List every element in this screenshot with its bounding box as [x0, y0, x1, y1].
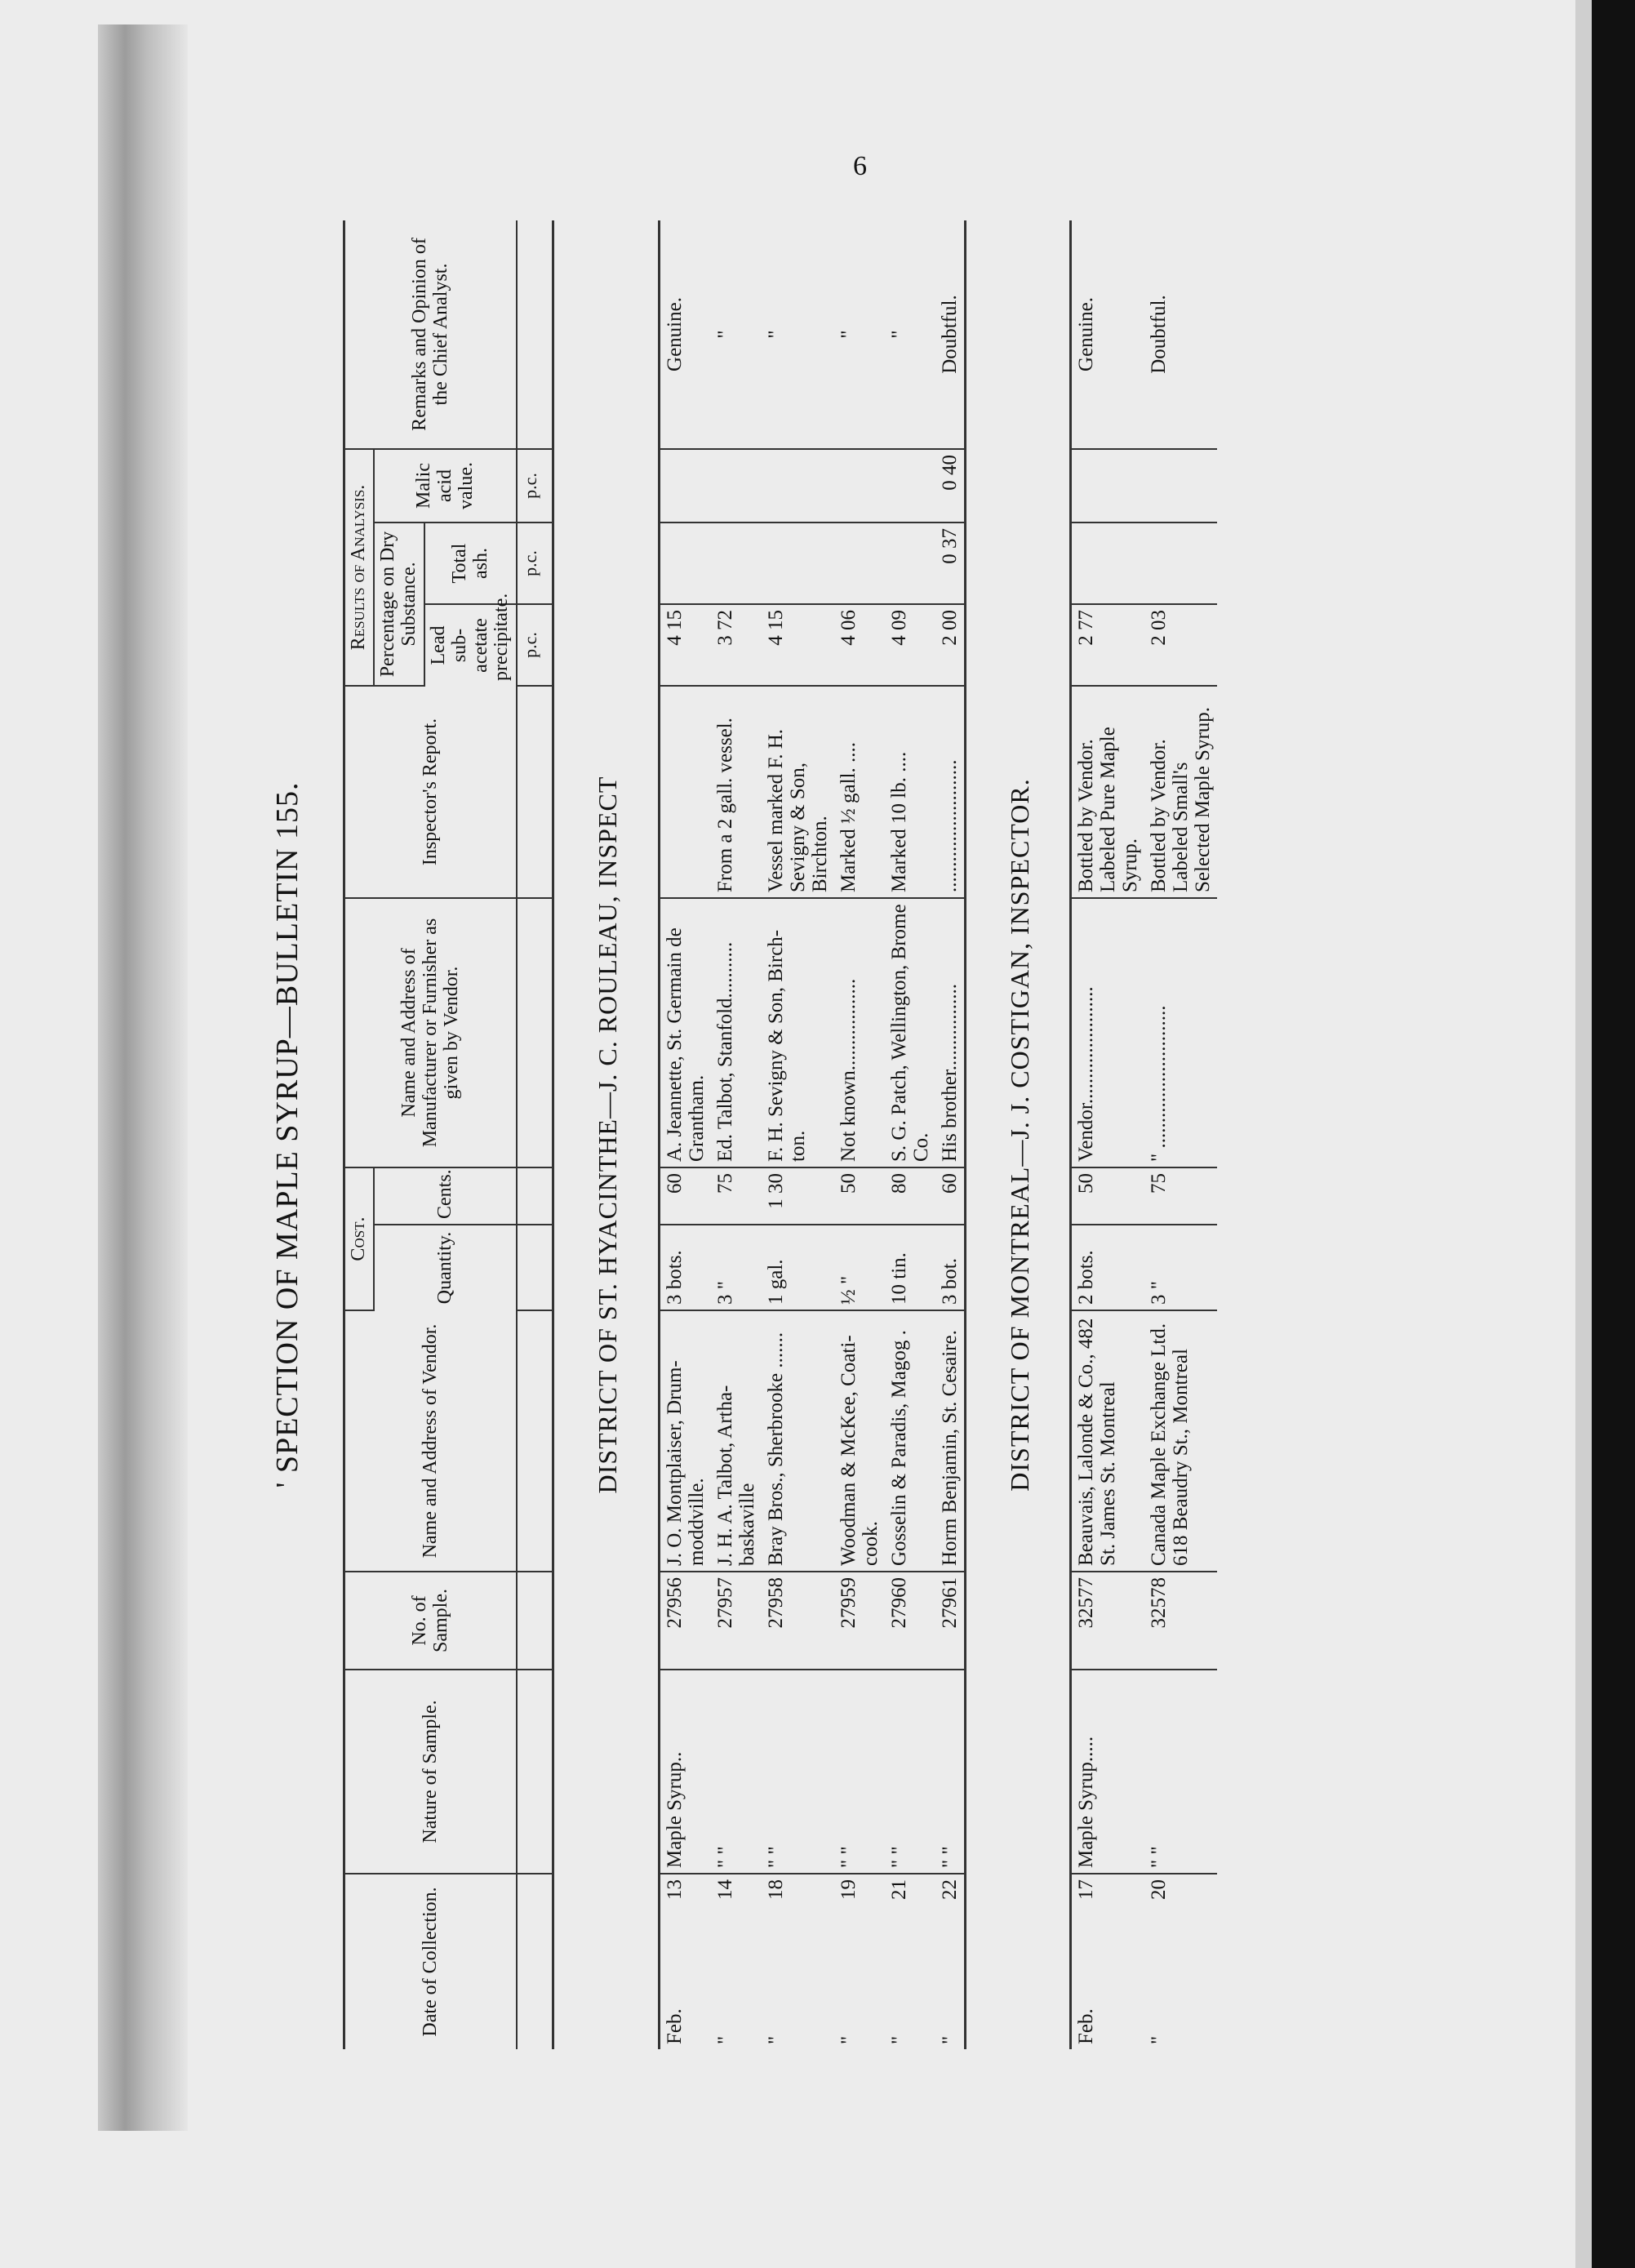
- cell-month: Feb.: [1075, 2008, 1098, 2044]
- cell-day: 22: [938, 1879, 961, 1900]
- cell-month: ": [1148, 2035, 1171, 2044]
- cell-nature: Maple Syrup..: [659, 1670, 711, 1874]
- cell-date: [834, 1874, 885, 2049]
- cell-remarks: ": [834, 220, 885, 449]
- cell-day: 14: [713, 1879, 736, 1900]
- cell-malic: [1144, 449, 1217, 523]
- cell-no: 27956: [659, 1572, 711, 1670]
- cell-remarks: ": [711, 220, 762, 449]
- cell-malic: [762, 449, 834, 523]
- cell-vendor: J. O. Montplaiser, Drum-moddville.: [659, 1310, 711, 1572]
- cell-cents: 1 30: [762, 1167, 834, 1225]
- table-row: [834, 220, 885, 2049]
- cell-month: ": [713, 2035, 736, 2044]
- cell-vendor: Bray Bros., Sherbrooke .......: [762, 1310, 834, 1572]
- unit-ash: p.c.: [517, 523, 553, 604]
- header-cents: Cents.: [374, 1167, 517, 1225]
- dark-margin: [1592, 0, 1635, 2268]
- unit-malic: p.c.: [517, 449, 553, 523]
- cell-manufacturer: Not known..................: [834, 898, 885, 1167]
- cell-report: Marked 10 lb. ....: [885, 686, 935, 898]
- cell-day: 18: [764, 1879, 787, 1900]
- unit-lead: p.c.: [517, 604, 553, 686]
- cell-qty: 1 gal.: [762, 1225, 834, 1310]
- cell-qty: 10 tin.: [885, 1225, 935, 1310]
- district-heading-row: [553, 220, 660, 2049]
- cell-report: From a 2 gall. vessel.: [711, 686, 762, 898]
- cell-ash: [659, 523, 711, 604]
- cell-malic: [711, 449, 762, 523]
- header-lead: Lead sub-acetate precipitate.: [424, 604, 518, 686]
- cell-qty: 3 ": [1144, 1225, 1217, 1310]
- cell-ash: [834, 523, 885, 604]
- cell-month: ": [887, 2035, 910, 2044]
- cell-report: ..........................: [935, 686, 966, 898]
- cell-remarks: Genuine.: [659, 220, 711, 449]
- cell-date: [885, 1874, 935, 2049]
- cell-date: [1071, 1874, 1145, 2049]
- cell-date: [1144, 1874, 1217, 2049]
- cell-day: 19: [837, 1879, 860, 1900]
- cell-manufacturer: " ............................: [1144, 898, 1217, 1167]
- bulletin-title: ' SPECTION OF MAPLE SYRUP—BULLETIN 155.: [270, 781, 304, 1488]
- cell-ash: [885, 523, 935, 604]
- cell-qty: ½ ": [834, 1225, 885, 1310]
- cell-ash: [1144, 523, 1217, 604]
- cell-no: 27960: [885, 1572, 935, 1670]
- header-results: Results of Analysis.: [344, 449, 374, 686]
- cell-no: 27959: [834, 1572, 885, 1670]
- cell-remarks: Genuine.: [1071, 220, 1145, 449]
- header-malic: Malic acid value.: [374, 449, 517, 523]
- unit-row: [517, 220, 553, 2049]
- cell-day: 17: [1075, 1879, 1098, 1900]
- cell-no: 32577: [1071, 1572, 1145, 1670]
- cell-remarks: Doubtful.: [1144, 220, 1217, 449]
- cell-report: Vessel marked F. H. Sevigny & Son, Birchton.: [762, 686, 834, 898]
- table-row: [1071, 220, 1145, 2049]
- table-row: [885, 220, 935, 2049]
- header-row-1: [344, 220, 374, 2049]
- cell-no: 27957: [711, 1572, 762, 1670]
- header-report: Inspector's Report.: [344, 686, 518, 898]
- cell-nature: " ": [885, 1670, 935, 1874]
- cell-manufacturer: His brother.................: [935, 898, 966, 1167]
- header-ash: Total ash.: [424, 523, 518, 604]
- cell-date: [762, 1874, 834, 2049]
- book-binding-shadow: [98, 24, 188, 2131]
- cell-lead: 4 15: [762, 604, 834, 686]
- cell-qty: 3 bots.: [659, 1225, 711, 1310]
- cell-manufacturer: F. H. Sevigny & Son, Birch-ton.: [762, 898, 834, 1167]
- header-quantity: Quantity.: [374, 1225, 517, 1310]
- cell-cents: 50: [834, 1167, 885, 1225]
- cell-ash: [1071, 523, 1145, 604]
- cell-report: Bottled by Vendor. Labeled Pure Maple Syrup.: [1071, 686, 1145, 898]
- table-row: [711, 220, 762, 2049]
- cell-nature: " ": [834, 1670, 885, 1874]
- district-heading: DISTRICT OF MONTREAL—J. J. COSTIGAN, INSPECTOR.: [965, 220, 1071, 2049]
- cell-day: 13: [663, 1879, 686, 1900]
- cell-remarks: Doubtful.: [935, 220, 966, 449]
- cell-nature: " ": [935, 1670, 966, 1874]
- cell-qty: 2 bots.: [1071, 1225, 1145, 1310]
- cell-qty: 3 ": [711, 1225, 762, 1310]
- cell-month: ": [837, 2035, 860, 2044]
- page-number: 6: [853, 151, 867, 181]
- cell-cents: 60: [935, 1167, 966, 1225]
- cell-lead: 4 15: [659, 604, 711, 686]
- cell-month: ": [764, 2035, 787, 2044]
- district-heading-row: [965, 220, 1071, 2049]
- cell-remarks: ": [762, 220, 834, 449]
- header-percentage: Percentage on Dry Substance.: [374, 523, 424, 686]
- header-manufacturer: Name and Address of Manufacturer or Furnisher as given by Vendor.: [344, 898, 518, 1167]
- cell-vendor: Beauvais, Lalonde & Co., 482 St. James St. Montreal: [1071, 1310, 1145, 1572]
- header-cost: Cost.: [344, 1167, 374, 1310]
- cell-ash: [762, 523, 834, 604]
- cell-malic: [1071, 449, 1145, 523]
- cell-report: Bottled by Vendor. Labeled Small's Selected Maple Syrup.: [1144, 686, 1217, 898]
- cell-day: 20: [1148, 1879, 1171, 1900]
- header-nature: Nature of Sample.: [344, 1670, 518, 1874]
- header-sample-number: No. of Sample.: [344, 1572, 518, 1670]
- cell-lead: 2 03: [1144, 604, 1217, 686]
- table-row: [762, 220, 834, 2049]
- cell-lead: 4 06: [834, 604, 885, 686]
- cell-vendor: J. H. A. Talbot, Artha-baskaville: [711, 1310, 762, 1572]
- cell-malic: [885, 449, 935, 523]
- cell-manufacturer: Vendor.......................: [1071, 898, 1145, 1167]
- cell-remarks: ": [885, 220, 935, 449]
- cell-manufacturer: Ed. Talbot, Stanfold...........: [711, 898, 762, 1167]
- cell-cents: 75: [711, 1167, 762, 1225]
- cell-malic: [834, 449, 885, 523]
- table-row: [1144, 220, 1217, 2049]
- cell-report: [659, 686, 711, 898]
- cell-cents: 80: [885, 1167, 935, 1225]
- table-row: [935, 220, 966, 2049]
- rotated-table-region: [180, 220, 1477, 2049]
- district-heading: DISTRICT OF ST. HYACINTHE—J. C. ROULEAU, INSPECT: [553, 220, 660, 2049]
- cell-day: 21: [887, 1879, 910, 1900]
- cell-vendor: Canada Maple Exchange Ltd. 618 Beaudry St., Montreal: [1144, 1310, 1217, 1572]
- header-remarks: Remarks and Opinion of the Chief Analyst.: [344, 220, 518, 449]
- cell-date: [659, 1874, 711, 2049]
- results-table: [343, 220, 1217, 2049]
- cell-no: 27958: [762, 1572, 834, 1670]
- cell-lead: 3 72: [711, 604, 762, 686]
- cell-vendor: Woodman & McKee, Coati-cook.: [834, 1310, 885, 1572]
- cell-nature: " ": [762, 1670, 834, 1874]
- cell-date: [935, 1874, 966, 2049]
- cell-nature: " ": [711, 1670, 762, 1874]
- cell-manufacturer: S. G. Patch, Wellington, Brome Co.: [885, 898, 935, 1167]
- cell-qty: 3 bot.: [935, 1225, 966, 1310]
- table-body: [553, 220, 1218, 2049]
- cell-date: [711, 1874, 762, 2049]
- cell-nature: " ": [1144, 1670, 1217, 1874]
- header-vendor: Name and Address of Vendor.: [344, 1310, 518, 1572]
- cell-cents: 50: [1071, 1167, 1145, 1225]
- cell-manufacturer: A. Jeannette, St. Germain de Grantham.: [659, 898, 711, 1167]
- cell-malic: 0 40: [935, 449, 966, 523]
- cell-no: 27961: [935, 1572, 966, 1670]
- header-date: Date of Collection.: [344, 1874, 518, 2049]
- cell-ash: 0 37: [935, 523, 966, 604]
- table-row: [659, 220, 711, 2049]
- cell-malic: [659, 449, 711, 523]
- cell-report: Marked ½ gall. ....: [834, 686, 885, 898]
- cell-vendor: Horm Benjamin, St. Cesaire.: [935, 1310, 966, 1572]
- page-edge: [1575, 0, 1592, 2268]
- cell-lead: 2 00: [935, 604, 966, 686]
- cell-lead: 4 09: [885, 604, 935, 686]
- cell-lead: 2 77: [1071, 604, 1145, 686]
- cell-cents: 60: [659, 1167, 711, 1225]
- cell-no: 32578: [1144, 1572, 1217, 1670]
- cell-month: Feb.: [663, 2008, 686, 2044]
- cell-vendor: Gosselin & Paradis, Magog .: [885, 1310, 935, 1572]
- cell-nature: Maple Syrup.....: [1071, 1670, 1145, 1874]
- cell-cents: 75: [1144, 1167, 1217, 1225]
- cell-ash: [711, 523, 762, 604]
- cell-month: ": [938, 2035, 961, 2044]
